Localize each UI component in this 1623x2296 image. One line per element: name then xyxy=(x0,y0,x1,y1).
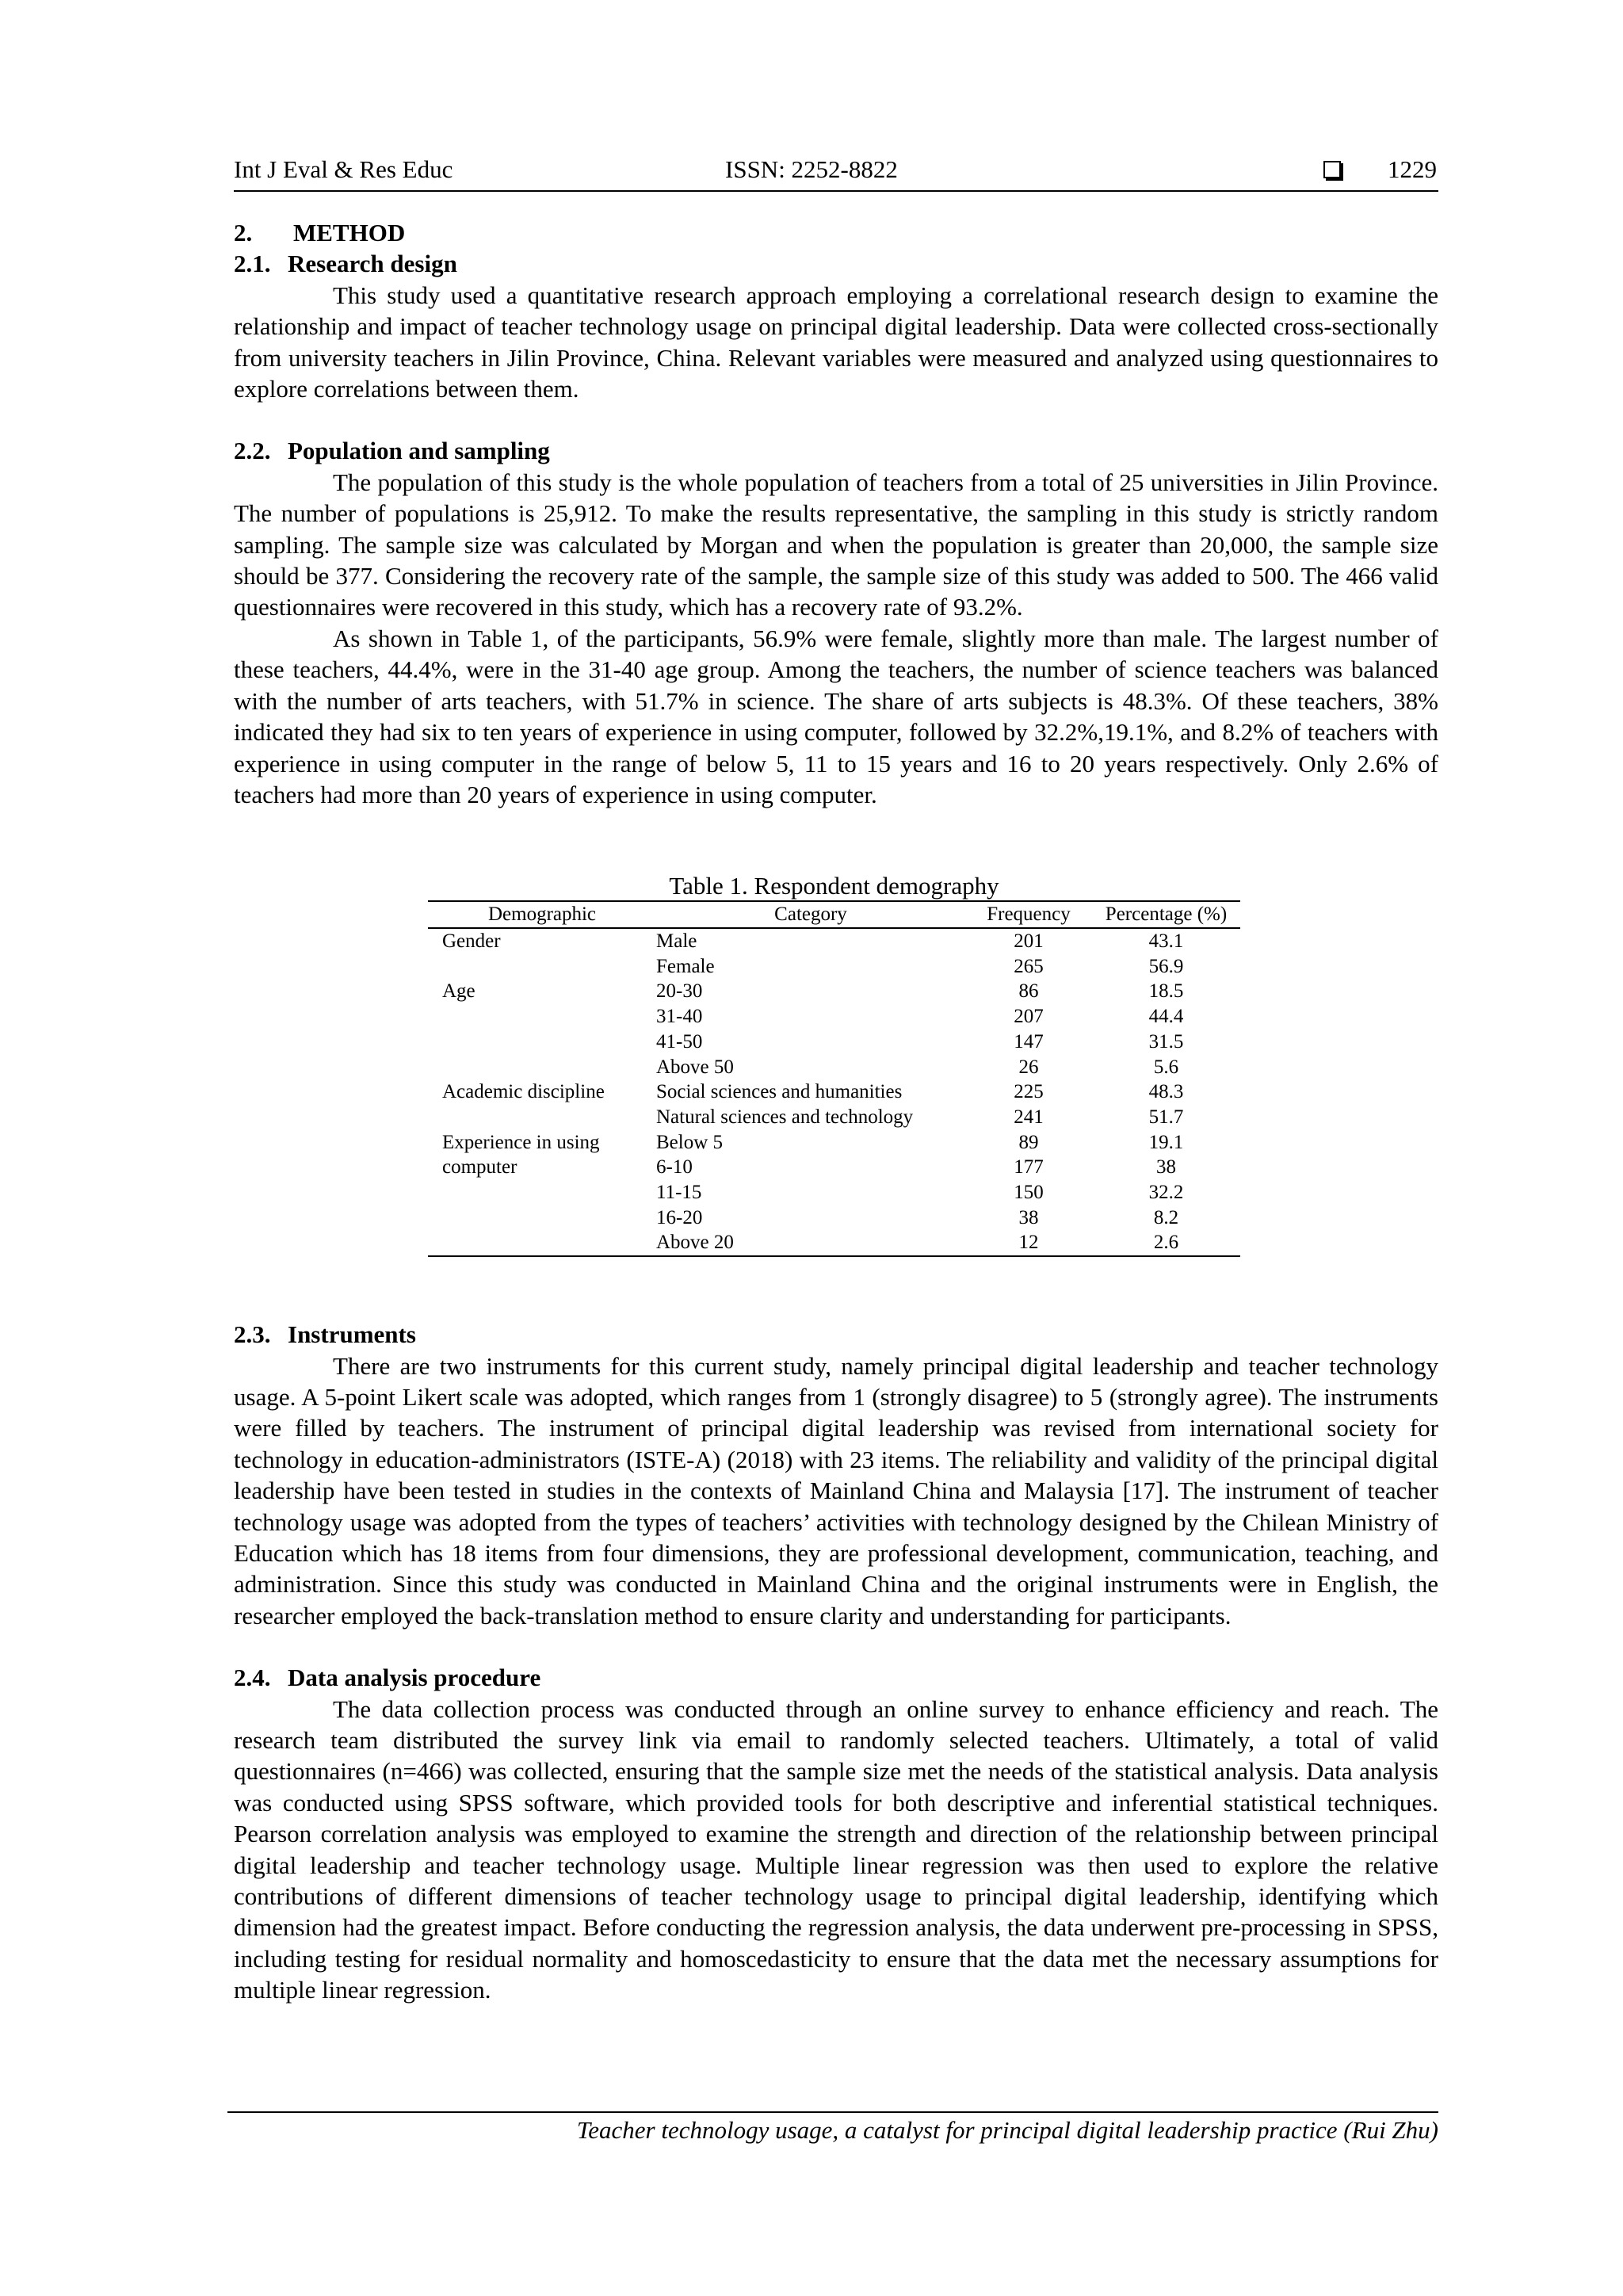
column-header: Frequency xyxy=(965,901,1092,928)
table-row xyxy=(428,979,1240,1004)
table-row xyxy=(428,1230,1240,1256)
cell: 150 xyxy=(1014,1182,1044,1204)
table-header-row xyxy=(428,901,1240,928)
cell: 20-30 xyxy=(656,980,703,1003)
cell xyxy=(428,1105,656,1130)
table-row xyxy=(428,1030,1240,1055)
cell: 19.1 xyxy=(1148,1131,1184,1153)
subsection-number: 2.2. xyxy=(234,437,271,465)
cell: 41-50 xyxy=(656,1030,703,1052)
cell: 48.3 xyxy=(1148,1081,1184,1103)
paragraph: The population of this study is the whole population of teachers from a total of 25 universities in Jilin Province. The number of populations is 25,912. To make the results representative, the sampling in this study is strictly random sampling. The sample size was calculated by Morgan and when the population is greater than 20,000, the sample size should be 377. Considering the recovery rate of the sample, the sample size of this study was added to 500. The 466 valid questionnaires were recovered in this study, which has a recovery rate of 93.2%. xyxy=(234,468,1438,621)
cell: 86 xyxy=(1018,980,1039,1003)
paragraph: As shown in Table 1, of the participants, 56.9% were female, slightly more than male. The largest number of these teachers, 44.4%, were in the 31-40 age group. Among the teachers, the number of science teachers was balanced with the number of arts teachers, with 51.7% in science. The share of arts subjects is 48.3%. Of these teachers, 38% indicated they had six to ten years of experience in using computer, followed by 32.2%,19.1%, and 8.2% of teachers with experience in using computer in the range of below 5, 11 to 15 years and 16 to 20 years respectively. Only 2.6% of teachers had more than 20 years of experience in using computer. xyxy=(234,624,1438,808)
table-row xyxy=(428,1055,1240,1080)
table-row xyxy=(428,1079,1240,1105)
cell xyxy=(428,1180,656,1205)
cell: computer xyxy=(442,1156,517,1179)
table-row xyxy=(428,1130,1240,1156)
cell: 56.9 xyxy=(1148,955,1184,977)
subsection-heading-data-analysis xyxy=(234,1662,1438,1693)
square-icon xyxy=(1323,161,1341,178)
cell: Gender xyxy=(442,930,501,953)
cell: 207 xyxy=(1014,1006,1044,1028)
section-heading xyxy=(234,217,1438,248)
cell: 12 xyxy=(1018,1232,1039,1254)
cell: 38 xyxy=(1156,1156,1176,1179)
table-row xyxy=(428,954,1240,980)
cell: 31-40 xyxy=(656,1006,703,1028)
cell: 89 xyxy=(1018,1131,1039,1153)
demography-table xyxy=(428,900,1240,1257)
cell: 201 xyxy=(1014,930,1044,953)
cell: Female xyxy=(656,955,715,977)
table-row xyxy=(428,1155,1240,1180)
cell: Natural sciences and technology xyxy=(656,1106,914,1128)
cell xyxy=(428,1230,656,1256)
cell: 2.6 xyxy=(1153,1232,1179,1254)
cell: Above 20 xyxy=(656,1232,734,1254)
cell: 11-15 xyxy=(656,1182,702,1204)
cell: 18.5 xyxy=(1148,980,1184,1003)
subsection-heading-population-sampling xyxy=(234,435,1438,466)
page-content xyxy=(234,217,1438,2006)
cell xyxy=(428,1004,656,1030)
cell xyxy=(428,1055,656,1080)
cell: 16-20 xyxy=(656,1206,703,1228)
cell: 43.1 xyxy=(1148,930,1184,953)
table-row xyxy=(428,1205,1240,1231)
cell: 6-10 xyxy=(656,1156,693,1179)
cell: 38 xyxy=(1018,1206,1039,1228)
section-number: 2. xyxy=(234,219,253,246)
paragraph: There are two instruments for this current study, namely principal digital leadership and teacher technology usage. A 5-point Likert scale was adopted, which ranges from 1 (strongly disagree) to 5 (strongly agree). The instruments were filled by teachers. The instrument of principal digital leadership was revised from international society for technology in education-administrators (ISTE-A) (2018) with 23 items. The reliability and validity of the principal digital leadership have been tested in studies in the contexts of Mainland China and Malaysia [17]. The instrument of teacher technology usage was adopted from the types of teachers’ activities with technology designed by the Chilean Ministry of Education which has 18 items from four dimensions, they are professional development, communication, teaching, and administration. Since this study was conducted in Mainland China and the original instruments were in English, the researcher employed the back-translation method to ensure clarity and understanding for participants. xyxy=(234,1351,1438,1629)
cell: 8.2 xyxy=(1153,1206,1179,1228)
cell xyxy=(428,954,656,980)
cell: 241 xyxy=(1014,1106,1044,1128)
cell xyxy=(428,1030,656,1055)
cell: 265 xyxy=(1014,955,1044,977)
subsection-number: 2.3. xyxy=(234,1320,271,1349)
cell: 225 xyxy=(1014,1081,1044,1103)
cell xyxy=(428,1205,656,1231)
page-number: 1229 xyxy=(1388,155,1437,183)
paragraph: This study used a quantitative research approach employing a correlational research design to examine the relationship and impact of teacher technology usage on principal digital leadership. Data were collected cross-sectionally from university teachers in Jilin Province, China. Relevant variables were measured and analyzed using questionnaires to explore correlations between them. xyxy=(234,281,1438,403)
table-row xyxy=(428,1105,1240,1130)
cell: 51.7 xyxy=(1148,1106,1184,1128)
cell: Above 50 xyxy=(656,1056,734,1078)
cell: 31.5 xyxy=(1148,1030,1184,1052)
subsection-number: 2.1. xyxy=(234,250,271,278)
cell: Age xyxy=(442,980,475,1003)
cell: 177 xyxy=(1014,1156,1044,1179)
column-header: Percentage (%) xyxy=(1092,901,1240,928)
running-header xyxy=(234,155,1438,192)
journal-name: Int J Eval & Res Educ xyxy=(234,155,453,183)
cell: 5.6 xyxy=(1153,1056,1179,1078)
section-title: METHOD xyxy=(293,219,406,246)
cell: 26 xyxy=(1018,1056,1039,1078)
subsection-number: 2.4. xyxy=(234,1664,271,1692)
paragraph: The data collection process was conducted through an online survey to enhance efficiency and reach. The research team distributed the survey link via email to randomly selected teachers. Ultimately, a total of valid questionnaires (n=466) was collected, ensuring that the sample size met the needs of the statistical analysis. Data analysis was conducted using SPSS software, which provided tools for both descriptive and inferential statistical techniques. Pearson correlation analysis was employed to examine the strength and direction of the relationship between principal digital leadership and teacher technology usage. Multiple linear regression was then used to explore the relative contributions of different dimensions of teacher technology usage to principal digital leadership, identifying which dimension had the greatest impact. Before conducting the regression analysis, the data underwent pre-processing in SPSS, including testing for residual normality and homoscedasticity to ensure that the data met the necessary assumptions for multiple linear regression. xyxy=(234,1694,1438,2004)
cell: 32.2 xyxy=(1148,1182,1184,1204)
table-row xyxy=(428,1180,1240,1205)
cell: Social sciences and humanities xyxy=(656,1081,903,1103)
cell: Experience in using xyxy=(442,1131,600,1153)
column-header: Category xyxy=(656,901,965,928)
subsection-title: Research design xyxy=(288,250,457,278)
subsection-title: Population and sampling xyxy=(288,437,550,465)
column-header: Demographic xyxy=(428,901,656,928)
cell: 44.4 xyxy=(1148,1006,1184,1028)
table-1 xyxy=(428,872,1240,1257)
cell: 147 xyxy=(1014,1030,1044,1052)
cell: Below 5 xyxy=(656,1131,724,1153)
table-row xyxy=(428,928,1240,954)
subsection-title: Instruments xyxy=(288,1320,416,1349)
running-footer: Teacher technology usage, a catalyst for principal digital leadership practice (Rui Zhu) xyxy=(227,2111,1438,2145)
subsection-heading-instruments xyxy=(234,1319,1438,1350)
cell: Male xyxy=(656,930,697,953)
cell: Academic discipline xyxy=(442,1081,605,1103)
subsection-title: Data analysis procedure xyxy=(288,1664,541,1692)
table-caption: Table 1. Respondent demography xyxy=(669,872,999,900)
table-row xyxy=(428,1004,1240,1030)
subsection-heading-research-design xyxy=(234,248,1438,279)
issn: ISSN: 2252-8822 xyxy=(725,155,898,183)
